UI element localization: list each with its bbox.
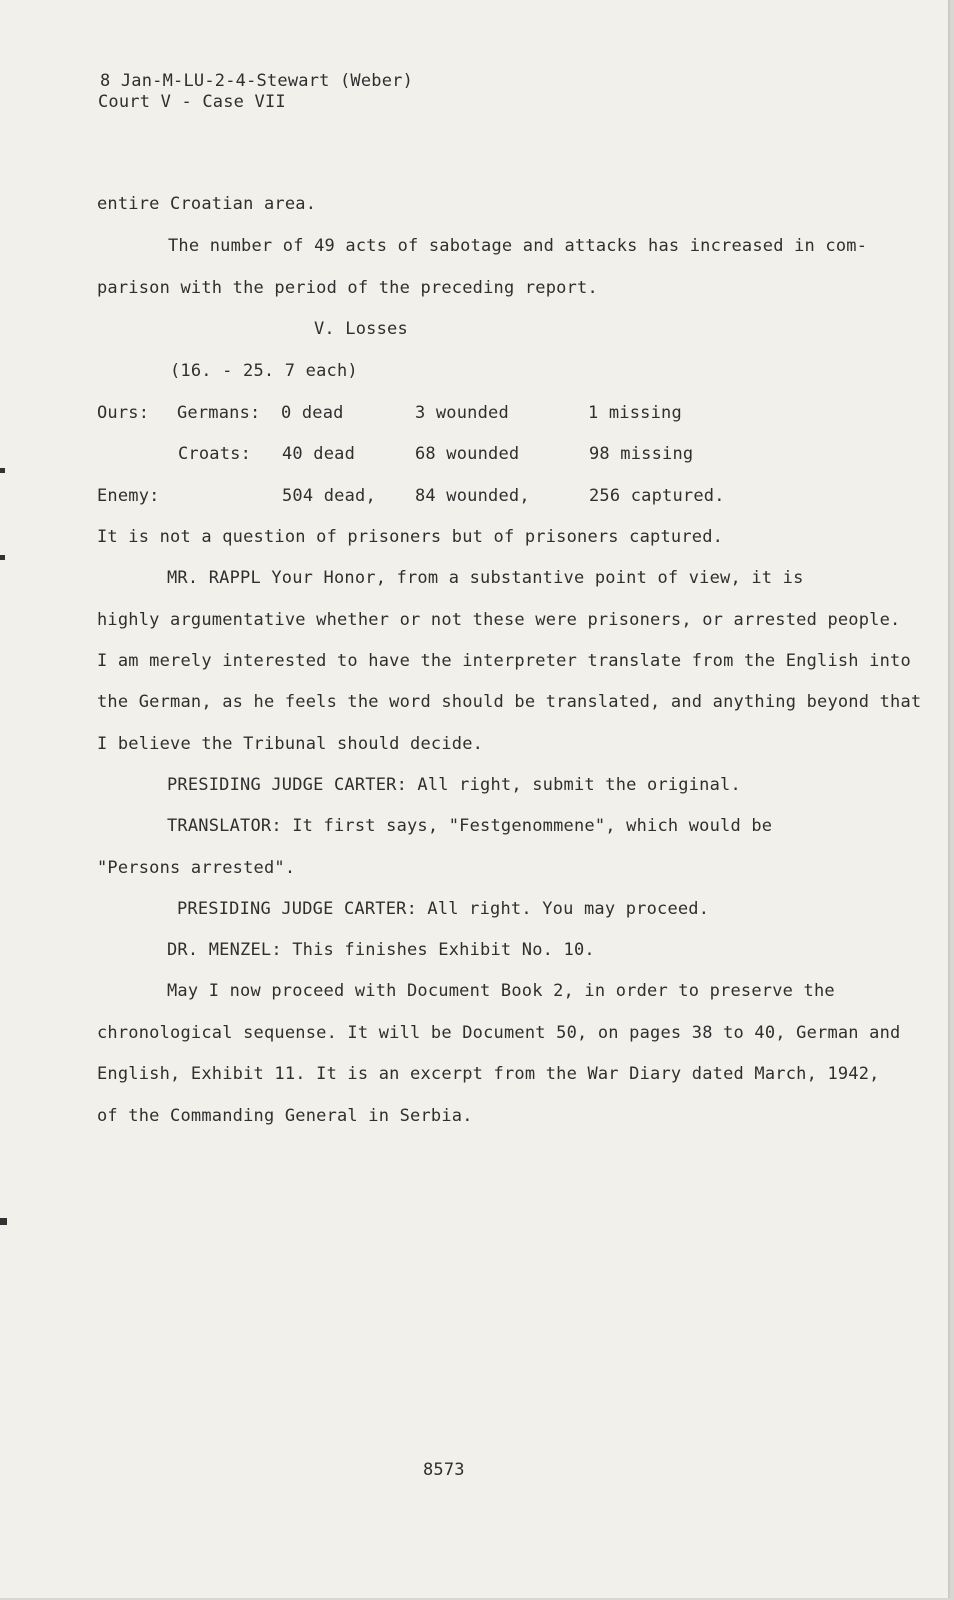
losses-enemy-captured: 256 captured. (589, 486, 725, 506)
paragraph-7: PRESIDING JUDGE CARTER: All right. You may proceed. (177, 899, 710, 919)
paragraph-2-line-2: parison with the period of the preceding report. (97, 278, 598, 298)
losses-germans-dead: 0 dead (281, 403, 344, 423)
paragraph-9-line-1: May I now proceed with Document Book 2, in order to preserve the (167, 981, 835, 1001)
paragraph-4-line-4: the German, as he feels the word should be translated, and anything beyond that (97, 692, 922, 712)
paragraph-9-line-4: of the Commanding General in Serbia. (97, 1106, 473, 1126)
losses-germans-label: Germans: (177, 403, 261, 423)
losses-croats-dead: 40 dead (282, 444, 356, 464)
paragraph-6-line-1: TRANSLATOR: It first says, "Festgenommene", which would be (167, 816, 773, 836)
paragraph-9-line-3: English, Exhibit 11. It is an excerpt from the War Diary dated March, 1942, (97, 1064, 880, 1084)
losses-croats-wounded: 68 wounded (415, 444, 520, 464)
header-line-1: 8 Jan-M-LU-2-4-Stewart (Weber) (100, 71, 414, 91)
losses-germans-missing: 1 missing (588, 403, 682, 423)
losses-ours-label: Ours: (97, 403, 150, 423)
losses-period: (16. - 25. 7 each) (170, 361, 358, 381)
paragraph-4-line-5: I believe the Tribunal should decide. (97, 734, 484, 754)
paragraph-6-line-2: "Persons arrested". (97, 858, 296, 878)
paragraph-3: It is not a question of prisoners but of prisoners captured. (97, 527, 724, 547)
losses-enemy-label: Enemy: (97, 486, 160, 506)
binding-hole-mark (0, 1218, 7, 1225)
paragraph-5: PRESIDING JUDGE CARTER: All right, submit the original. (167, 775, 741, 795)
paragraph-4-line-2: highly argumentative whether or not these were prisoners, or arrested people. (97, 610, 901, 630)
losses-enemy-wounded: 84 wounded, (415, 486, 530, 506)
binding-hole-mark (0, 468, 5, 473)
paragraph-2-line-1: The number of 49 acts of sabotage and attacks has increased in com- (168, 236, 868, 256)
paragraph-8: DR. MENZEL: This finishes Exhibit No. 10. (167, 940, 595, 960)
paragraph-1: entire Croatian area. (97, 194, 317, 214)
header-line-2: Court V - Case VII (98, 92, 286, 112)
paragraph-9-line-2: chronological sequense. It will be Document 50, on pages 38 to 40, German and (97, 1023, 901, 1043)
losses-croats-missing: 98 missing (589, 444, 694, 464)
losses-croats-label: Croats: (178, 444, 252, 464)
losses-germans-wounded: 3 wounded (415, 403, 509, 423)
binding-hole-mark (0, 555, 5, 560)
section-title: V. Losses (314, 319, 408, 339)
paragraph-4-line-3: I am merely interested to have the interpreter translate from the English into (97, 651, 911, 671)
page-number: 8573 (423, 1460, 465, 1480)
losses-enemy-dead: 504 dead, (282, 486, 376, 506)
paragraph-4-line-1: MR. RAPPL Your Honor, from a substantive point of view, it is (167, 568, 804, 588)
